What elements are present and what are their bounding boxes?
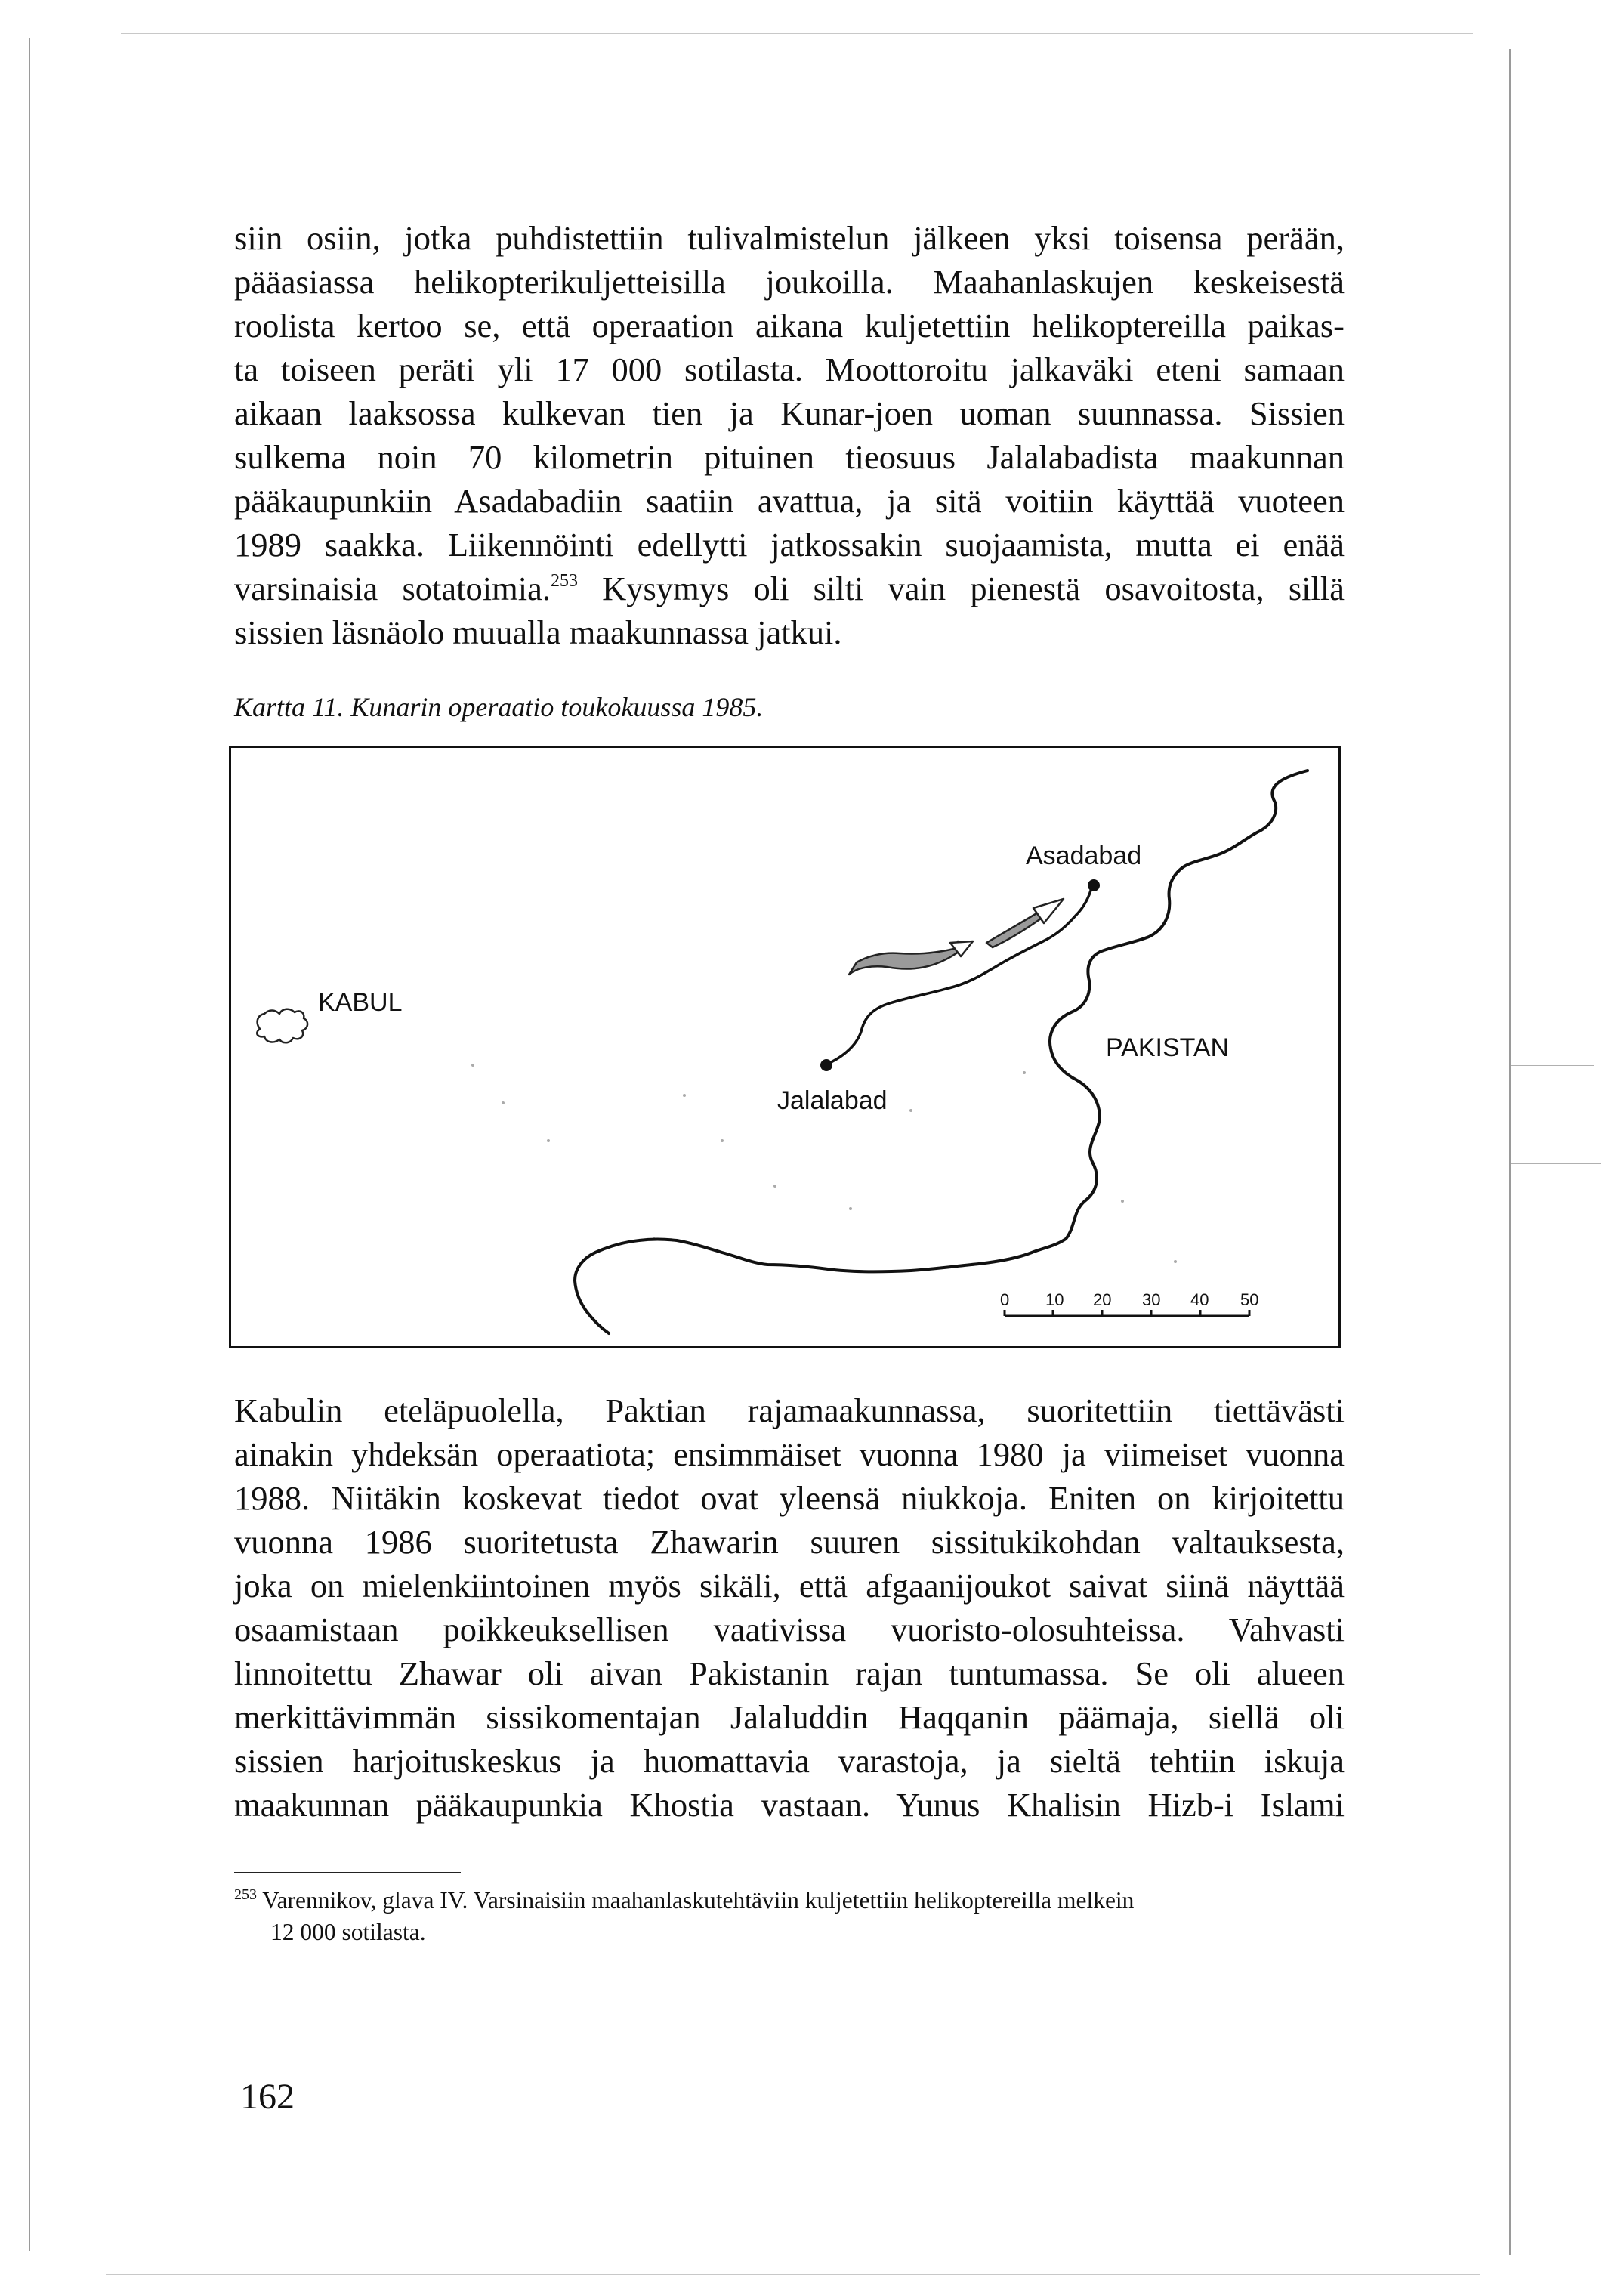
text-line: 1989 saakka. Liikennöinti edellytti jatkossakin suojaamista, mutta ei enää [234,526,1345,564]
text-line: osaamistaan poikkeuksellisen vaativissa vuoristo-olosuhteissa. Vahvasti [234,1611,1345,1648]
text-line: merkittävimmän sissikomentajan Jalaluddin Haqqanin päämaja, siellä oli [234,1698,1345,1736]
scan-mark-right-2 [1511,1163,1601,1164]
scan-edge-right [1509,49,1511,2255]
text-fragment: varsinaisia sotatoimia. [234,570,551,607]
text-line: vuonna 1986 suoritetusta Zhawarin suuren sissitukikohdan valtauksesta, [234,1523,1345,1561]
text-line: roolista kertoo se, että operaation aikana kuljetettiin helikoptereilla paikas- [234,307,1345,344]
footnote-separator [234,1872,461,1873]
text-line: siin osiin, jotka puhdistettiin tulivalmistelun jälkeen yksi toisensa perään, [234,219,1345,257]
text-line: linnoitettu Zhawar oli aivan Pakistanin rajan tuntumassa. Se oli alueen [234,1654,1345,1692]
text-line: pääkaupunkiin Asadabadiin saatiin avattua, ja sitä voitiin käyttää vuoteen [234,482,1345,520]
asadabad-dot [1088,879,1100,891]
footnote-line: 12 000 sotilasta. [270,1919,426,1945]
scan-edge-left [29,38,30,2251]
text-fragment: Kysymys oli silti vain pienestä osavoitosta, sillä [577,570,1345,607]
text-line: 1988. Niitäkin koskevat tiedot ovat yleensä niukkoja. Eniten on kirjoitettu [234,1479,1345,1517]
text-line-with-footnote-ref [234,567,1345,610]
label-asadabad: Asadabad [1026,842,1142,870]
scan-edge-bottom [106,2274,1480,2275]
jalalabad-dot [820,1059,832,1071]
text-line: joka on mielenkiintoinen myös sikäli, että afgaanijoukot saivat siinä näyttää [234,1567,1345,1605]
map-figure [229,746,1341,1348]
paragraph-top [234,216,1345,654]
text-line: sissien harjoituskeskus ja huomattavia varastoja, ja sieltä tehtiin iskuja [234,1742,1345,1780]
text-line: ainakin yhdeksän operaatiota; ensimmäiset vuonna 1980 ja viimeiset vuonna [234,1435,1345,1473]
text-line: ta toiseen peräti yli 17 000 sotilasta. Moottoroitu jalkaväki eteni samaan [234,351,1345,388]
scale-tick-label: 10 [1045,1290,1064,1309]
footnote-number: 253 [234,1886,257,1903]
label-kabul: KABUL [318,988,403,1017]
text-line: pääasiassa helikopterikuljetteisilla joukoilla. Maahanlaskujen keskeisestä [234,263,1345,301]
page-number: 162 [240,2077,295,2117]
scale-bar [1005,1310,1249,1316]
footnote-text: Varennikov, glava IV. Varsinaisiin maahanlaskutehtäviin kuljetettiin helikoptereilla melkein [257,1887,1135,1914]
text-line: sulkema noin 70 kilometrin pituinen tieosuus Jalalabadista maakunnan [234,438,1345,476]
text-line: maakunnan pääkaupunkia Khostia vastaan. Yunus Khalisin Hizb-i Islami [234,1786,1345,1824]
scale-tick-label: 30 [1142,1290,1161,1309]
scan-mark-right-1 [1511,1065,1594,1066]
label-pakistan: PAKISTAN [1106,1033,1230,1062]
kabul-outline-icon [257,1009,307,1043]
text-line: Kabulin eteläpuolella, Paktian rajamaakunnassa, suoritettiin tiettävästi [234,1392,1345,1429]
footnote-253 [234,1885,1345,1948]
scale-tick-label: 40 [1190,1290,1209,1309]
scan-edge-top [121,33,1473,34]
label-jalalabad: Jalalabad [777,1086,888,1115]
text-line: aikaan laaksossa kulkevan tien ja Kunar-joen uoman suunnassa. Sissien [234,394,1345,432]
map-caption: Kartta 11. Kunarin operaatio toukokuussa 1985. [234,692,764,722]
scale-tick-label: 50 [1240,1290,1259,1309]
paragraph-bottom [234,1388,1345,1827]
footnote-ref[interactable]: 253 [550,571,578,591]
scale-tick-label: 20 [1093,1290,1112,1309]
text-line: sissien läsnäolo muualla maakunnassa jatkui. [234,613,842,651]
footnote-line [234,1885,1345,1917]
scale-tick-label: 0 [1000,1290,1010,1309]
